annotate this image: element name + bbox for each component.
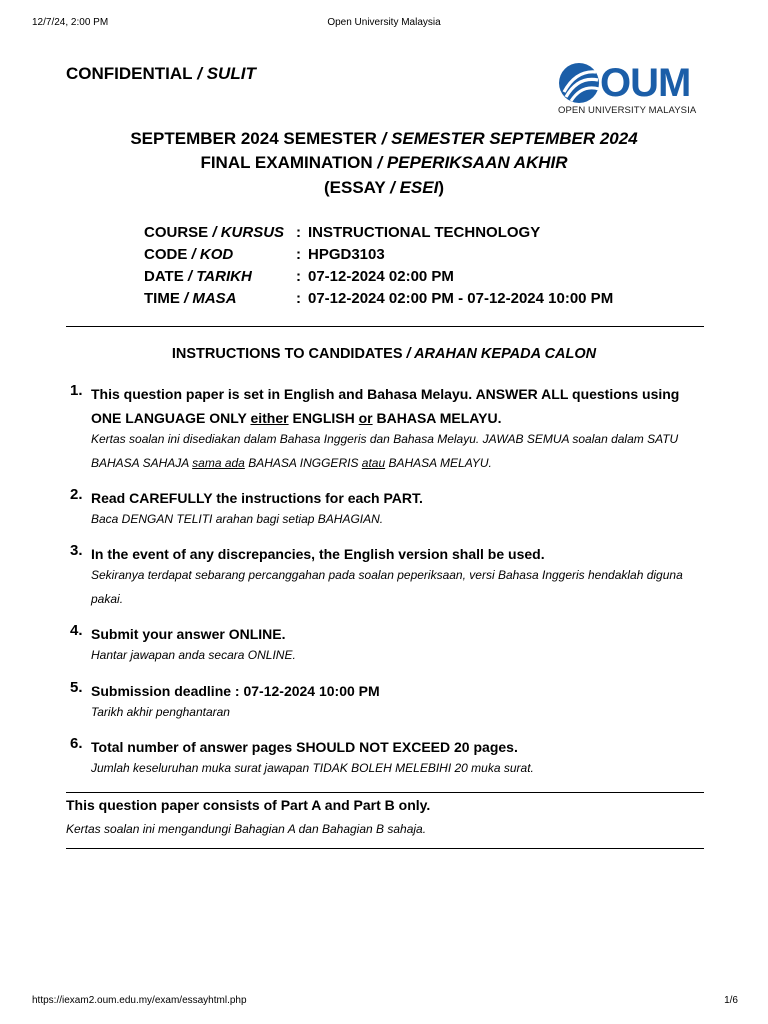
print-datetime: 12/7/24, 2:00 PM bbox=[32, 17, 109, 28]
course-value: INSTRUCTIONAL TECHNOLOGY bbox=[308, 224, 541, 241]
code-value: HPGD3103 bbox=[308, 246, 385, 263]
page-url-link[interactable]: https://iexam2.oum.edu.my/exam/essayhtml.php bbox=[32, 995, 247, 1006]
print-site-title: Open University Malaysia bbox=[327, 17, 441, 28]
info-row-time: TIME / MASA : 07-12-2024 02:00 PM - 07-12-2024 10:00 PM bbox=[144, 290, 614, 307]
logo-full-name: OPEN UNIVERSITY MALAYSIA bbox=[558, 105, 697, 116]
exam-type-title: (ESSAY / ESEI) bbox=[323, 178, 445, 197]
logo-acronym: OUM bbox=[600, 61, 691, 105]
info-row-course: COURSE / KURSUS : INSTRUCTIONAL TECHNOLOGY bbox=[144, 224, 541, 241]
page-number: 1/6 bbox=[724, 995, 738, 1006]
confidential-label: CONFIDENTIAL / SULIT bbox=[66, 64, 256, 83]
print-header bbox=[0, 17, 768, 31]
info-row-date: DATE / TARIKH : 07-12-2024 02:00 PM bbox=[144, 268, 454, 285]
info-row-code: CODE / KOD : HPGD3103 bbox=[144, 246, 385, 263]
paper-consists-en: This question paper consists of Part A and Part B only. bbox=[66, 797, 431, 813]
date-value: 07-12-2024 02:00 PM bbox=[308, 268, 454, 285]
oum-emblem-icon bbox=[558, 62, 600, 104]
oum-logo bbox=[556, 62, 706, 118]
exam-info bbox=[144, 223, 613, 311]
divider bbox=[66, 326, 704, 327]
semester-title: SEPTEMBER 2024 SEMESTER / SEMESTER SEPTEMBER 2024 bbox=[130, 129, 638, 148]
paper-consists-my: Kertas soalan ini mengandungi Bahagian A dan Bahagian B sahaja. bbox=[66, 822, 427, 836]
divider bbox=[66, 848, 704, 849]
exam-title: FINAL EXAMINATION / PEPERIKSAAN AKHIR bbox=[200, 153, 568, 172]
divider bbox=[66, 792, 704, 793]
time-value: 07-12-2024 02:00 PM - 07-12-2024 10:00 PM bbox=[308, 290, 614, 307]
instructions-heading: INSTRUCTIONS TO CANDIDATES / ARAHAN KEPADA CALON bbox=[171, 346, 597, 362]
